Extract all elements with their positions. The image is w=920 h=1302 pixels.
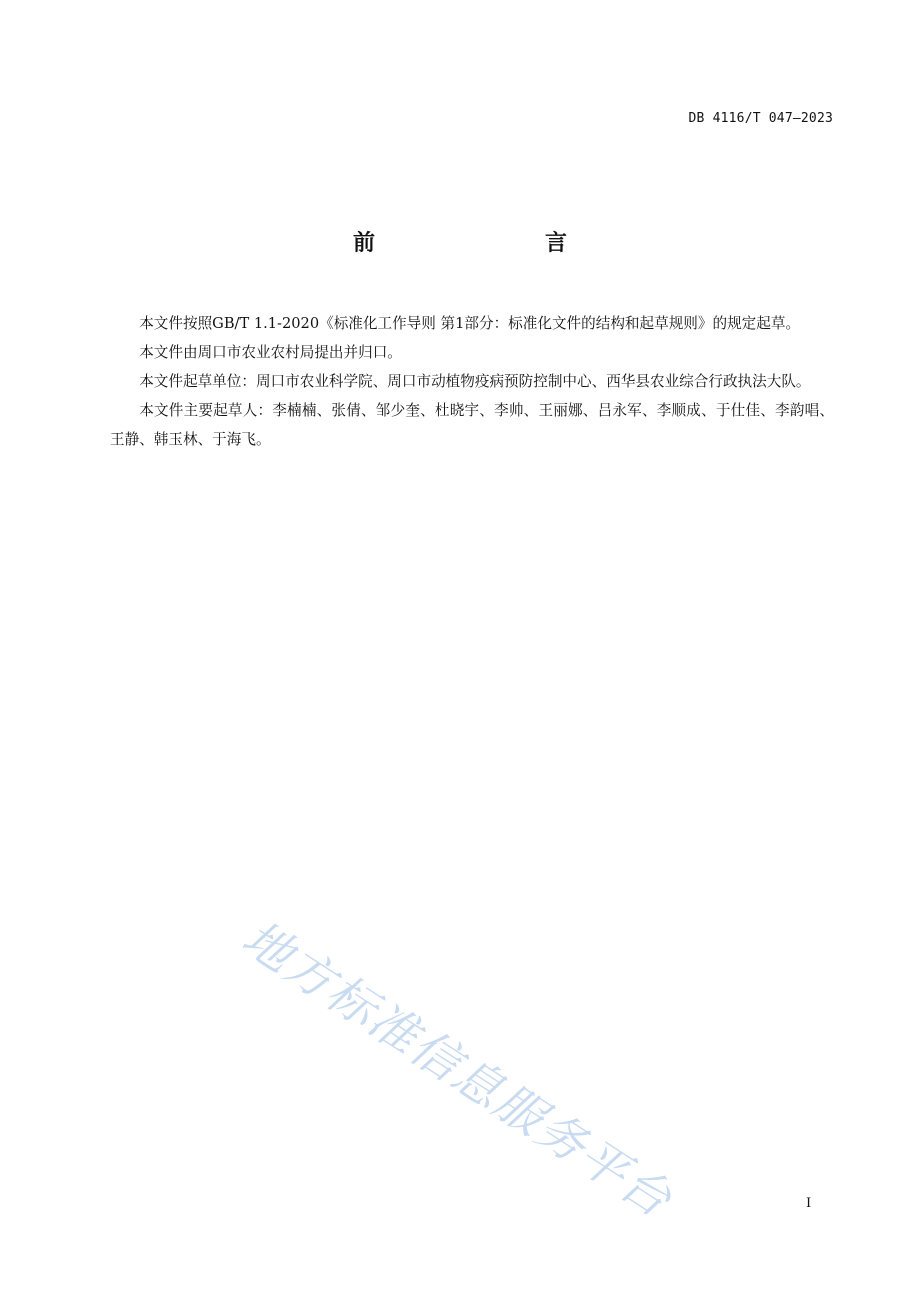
watermark: 地方标准信息服务平台 — [232, 909, 683, 1230]
page-number: I — [806, 1196, 812, 1211]
paragraph-drafting-units: 本文件起草单位：周口市农业科学院、周口市动植物疫病预防控制中心、西华县农业综合行政执法大队。 — [139, 373, 811, 390]
paragraph-drafting-rules: 本文件按照GB/T 1.1-2020《标准化工作导则 第1部分：标准化文件的结构和起草规则》的规定起草。 — [139, 315, 801, 332]
paragraph-drafters: 本文件主要起草人：李楠楠、张倩、邹少奎、杜晓宇、李帅、王丽娜、吕永军、李顺成、于仕佳、李韵唱、王静、韩玉林、于海飞。 — [110, 402, 834, 448]
paragraph-proposer: 本文件由周口市农业农村局提出并归口。 — [139, 344, 402, 361]
foreword-body — [110, 309, 834, 454]
standard-code: DB 4116/T 047—2023 — [688, 111, 833, 126]
page-title: 前 言 — [352, 231, 609, 256]
